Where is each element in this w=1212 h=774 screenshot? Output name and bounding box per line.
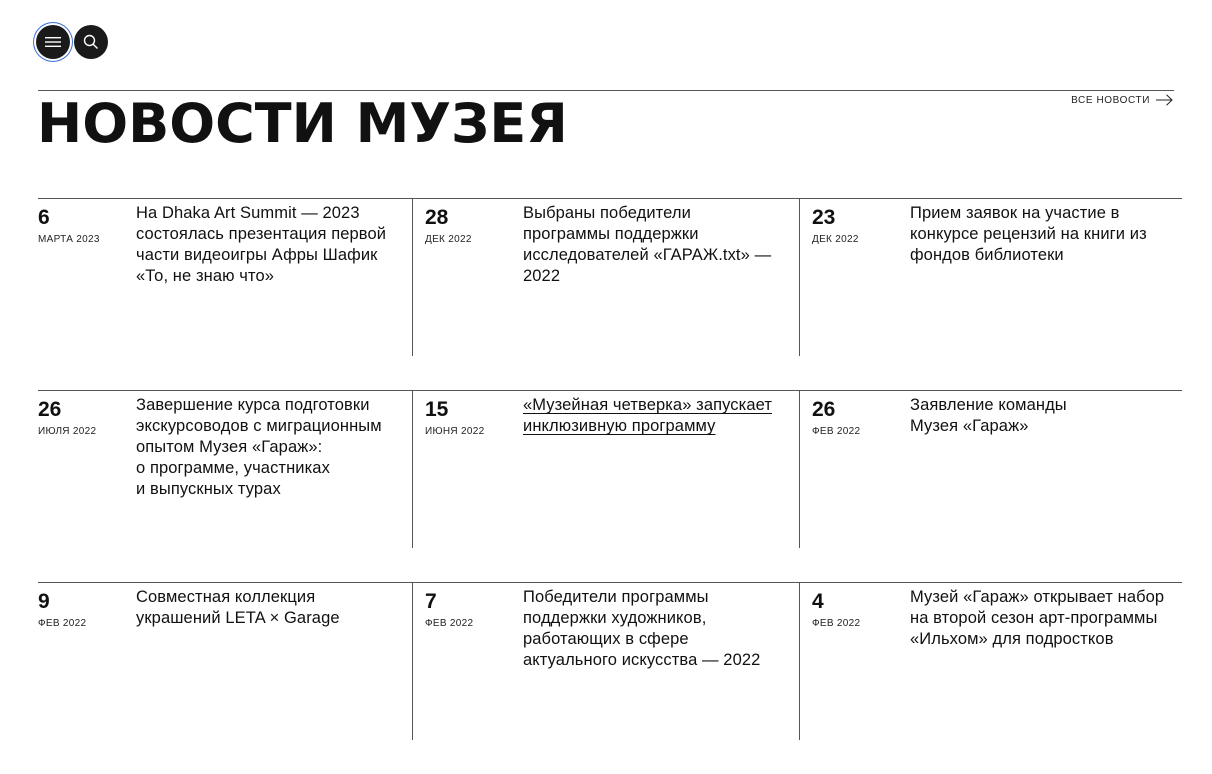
hamburger-icon	[45, 36, 61, 48]
column-divider	[412, 582, 413, 740]
news-headline-link[interactable]	[136, 395, 408, 500]
news-card	[812, 390, 1182, 548]
news-card	[38, 390, 412, 548]
news-date	[425, 206, 515, 245]
news-headline-link[interactable]	[523, 203, 795, 287]
news-date	[812, 590, 902, 629]
news-grid	[38, 198, 1182, 774]
news-headline-link-hovered[interactable]	[523, 395, 795, 437]
page-title: НОВОСТИ МУЗЕЯ	[37, 92, 568, 155]
headline-line: состоялась презентация первой	[136, 225, 387, 243]
headline-line: украшений LETA × Garage	[136, 609, 340, 627]
news-headline-link[interactable]	[136, 587, 408, 629]
news-date	[812, 398, 902, 437]
headline-line: о программе, участниках	[136, 459, 330, 477]
news-day: 26	[38, 398, 62, 421]
news-card	[425, 390, 799, 548]
headline-line: Музей «Гараж» открывает набор	[910, 588, 1165, 606]
search-icon	[83, 34, 99, 50]
headline-line: опытом Музея «Гараж»:	[136, 438, 323, 456]
news-card	[425, 582, 799, 740]
news-month: ДЕК 2022	[425, 234, 472, 245]
search-button[interactable]	[74, 25, 108, 59]
news-card	[812, 582, 1182, 740]
news-month: ФЕВ 2022	[812, 618, 861, 629]
column-divider	[799, 198, 800, 356]
news-month: ФЕВ 2022	[425, 618, 474, 629]
news-headline-link[interactable]	[523, 587, 795, 671]
headline-line: Победители программы	[523, 588, 709, 606]
headline-line: программы поддержки	[523, 225, 699, 243]
news-headline-link[interactable]	[910, 395, 1182, 437]
headline-line: На Dhaka Art Summit — 2023	[136, 204, 360, 222]
news-card	[812, 198, 1182, 356]
headline-line: фондов библиотеки	[910, 246, 1064, 264]
news-date	[38, 206, 128, 245]
column-divider	[412, 390, 413, 548]
news-day: 26	[812, 398, 836, 421]
column-divider	[799, 390, 800, 548]
headline-line: поддержки художников,	[523, 609, 707, 627]
news-day: 4	[812, 590, 824, 613]
news-card	[38, 198, 412, 356]
headline-line: актуального искусства — 2022	[523, 651, 761, 669]
headline-line: и выпускных турах	[136, 480, 281, 498]
news-row	[38, 198, 1182, 390]
news-date	[425, 398, 515, 437]
news-month: ФЕВ 2022	[812, 426, 861, 437]
headline-line: «То, не знаю что»	[136, 267, 275, 285]
headline-line: Музея «Гараж»	[910, 417, 1029, 435]
headline-line: Выбраны победители	[523, 204, 691, 222]
menu-button[interactable]	[36, 25, 70, 59]
news-month: МАРТА 2023	[38, 234, 100, 245]
news-row	[38, 582, 1182, 774]
headline-line: экскурсоводов с миграционным	[136, 417, 382, 435]
news-day: 9	[38, 590, 50, 613]
all-news-link[interactable]	[1071, 94, 1174, 106]
headline-line: 2022	[523, 267, 561, 285]
news-row	[38, 390, 1182, 582]
news-date	[38, 590, 128, 629]
headline-line: исследователей «ГАРАЖ.txt» —	[523, 246, 772, 264]
news-headline-link[interactable]	[910, 203, 1182, 266]
headline-line: Заявление команды	[910, 396, 1067, 414]
news-day: 15	[425, 398, 449, 421]
news-card	[425, 198, 799, 356]
headline-line: части видеоигры Афры Шафик	[136, 246, 378, 264]
headline-line: инклюзивную программу	[523, 417, 716, 435]
top-controls	[36, 25, 108, 59]
column-divider	[799, 582, 800, 740]
news-month: ФЕВ 2022	[38, 618, 87, 629]
news-month: ИЮНЯ 2022	[425, 426, 485, 437]
news-date	[425, 590, 515, 629]
arrow-right-icon	[1156, 94, 1174, 106]
news-card	[38, 582, 412, 740]
headline-line: Завершение курса подготовки	[136, 396, 370, 414]
headline-line: «Музейная четверка» запускает	[523, 396, 773, 414]
news-day: 28	[425, 206, 449, 229]
headline-line: конкурсе рецензий на книги из	[910, 225, 1147, 243]
column-divider	[412, 198, 413, 356]
headline-line: на второй сезон арт-программы	[910, 609, 1158, 627]
header-divider	[38, 90, 1174, 91]
news-month: ДЕК 2022	[812, 234, 859, 245]
news-day: 7	[425, 590, 437, 613]
headline-line: «Ильхом» для подростков	[910, 630, 1114, 648]
news-month: ИЮЛЯ 2022	[38, 426, 97, 437]
news-date	[812, 206, 902, 245]
news-headline-link[interactable]	[136, 203, 408, 287]
news-day: 6	[38, 206, 50, 229]
headline-line: Совместная коллекция	[136, 588, 316, 606]
headline-line: работающих в сфере	[523, 630, 689, 648]
news-headline-link[interactable]	[910, 587, 1182, 650]
all-news-label: ВСЕ НОВОСТИ	[1071, 94, 1150, 106]
headline-line: Прием заявок на участие в	[910, 204, 1120, 222]
news-date	[38, 398, 128, 437]
news-day: 23	[812, 206, 836, 229]
